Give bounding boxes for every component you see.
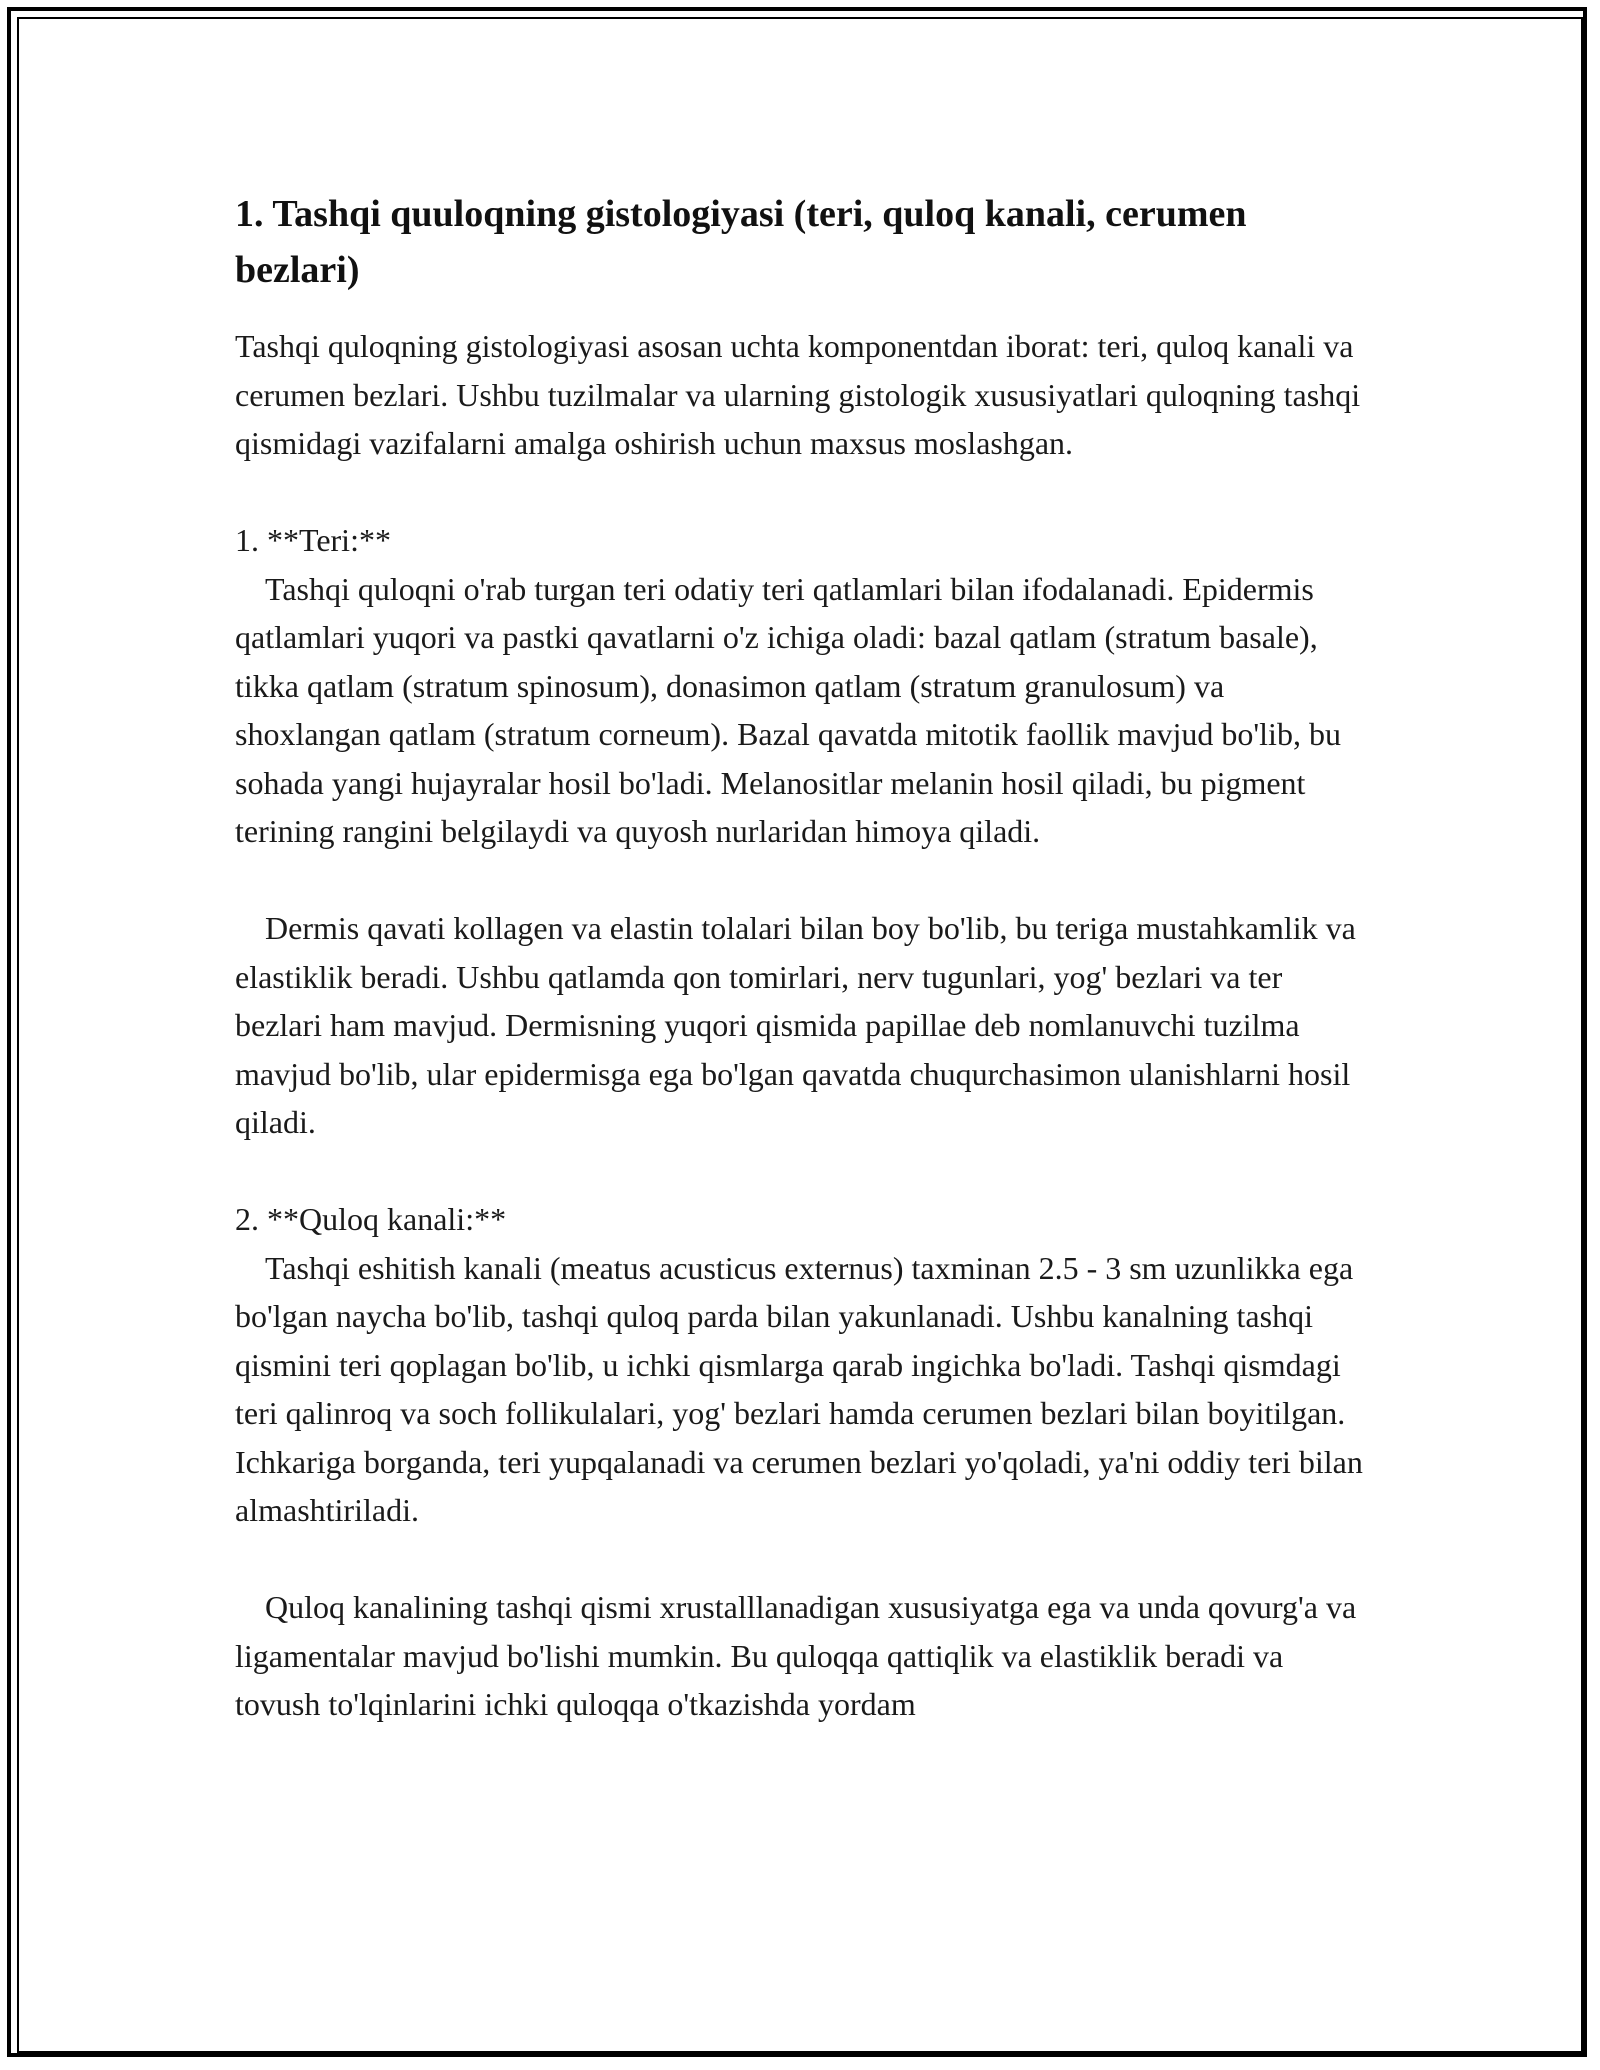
section-quloq-kanali — [235, 1195, 1370, 1729]
teri-paragraph-1-text: Tashqi quloqni o'rab turgan teri odatiy teri qatlamlari bilan ifodalanadi. Epidermis qatlamlari yuqori va pastki qavatlarni o'z ichiga oladi: bazal qatlam (stratum basale), tikka qatlam (stratum spinosum), donasimon qatlam (stratum granulosum) va shoxlangan qatlam (stratum corneum). Bazal qavatda mitotik faollik mavjud bo'lib, bu sohada yangi hujayralar hosil bo'ladi. Melanositlar melanin hosil qiladi, bu pigment terining rangini belgilaydi va quyosh nurlaridan himoya qiladi. — [235, 570, 1349, 849]
section-heading-quloq-kanali: 2. **Quloq kanali:** — [235, 1201, 507, 1237]
paragraph-gap — [235, 1535, 1370, 1584]
document-title: 1. Tashqi quuloqning gistologiyasi (teri, quloq kanali, cerumen bezlari) — [235, 193, 1247, 291]
paragraph-gap — [235, 856, 1370, 905]
paragraph-gap — [235, 468, 1370, 517]
teri-paragraph-1 — [235, 565, 1370, 856]
quloq-kanali-paragraph-1-text: Tashqi eshitish kanali (meatus acusticus externus) taxminan 2.5 - 3 sm uzunlikka ega bo'lgan naycha bo'lib, tashqi quloq parda bilan yakunlanadi. Ushbu kanalning tashqi qismini teri qoplagan bo'lib, u ichki qismlarga qarab ingichka bo'ladi. Tashqi qismdagi teri qalinroq va soch follikulalari, yog' bezlari hamda cerumen bezlari bilan boyitilgan. Ichkariga borganda, teri yupqalanadi va cerumen bezlari yo'qoladi, ya'ni oddiy teri bilan almashtiriladi. — [235, 1249, 1371, 1528]
paragraph-gap — [235, 1147, 1370, 1196]
section-heading-teri: 1. **Teri:** — [235, 522, 391, 558]
section-teri — [235, 516, 1370, 1147]
quloq-kanali-paragraph-2-text: Quloq kanalining tashqi qismi xrustalllanadigan xususiyatga ega va unda qovurg'a va ligamentalar mavjud bo'lishi mumkin. Bu quloqqa qattiqlik va elastiklik beradi va tovush to'lqinlarini ichki quloqqa o'tkazishda yordam — [235, 1589, 1365, 1722]
intro-paragraph: Tashqi quloqning gistologiyasi asosan uchta komponentdan iborat: teri, quloq kanali va cerumen bezlari. Ushbu tuzilmalar va ularning gistologik xususiyatlari quloqning tashqi qismidagi vazifalarni amalga oshirish uchun maxsus moslashgan. — [235, 328, 1369, 461]
teri-paragraph-2-text: Dermis qavati kollagen va elastin tolalari bilan boy bo'lib, bu teriga mustahkamlik va elastiklik beradi. Ushbu qatlamda qon tomirlari, nerv tugunlari, yog' bezlari va ter bezlari ham mavjud. Dermisning yuqori qismida papillae deb nomlanuvchi tuzilma mavjud bo'lib, ular epidermisga ega bo'lgan qavatda chuqurchasimon ulanishlarni hosil qiladi. — [235, 910, 1364, 1140]
quloq-kanali-paragraph-1 — [235, 1244, 1370, 1535]
document-page — [235, 186, 1370, 1729]
teri-paragraph-2 — [235, 904, 1370, 1147]
quloq-kanali-paragraph-2 — [235, 1583, 1370, 1729]
